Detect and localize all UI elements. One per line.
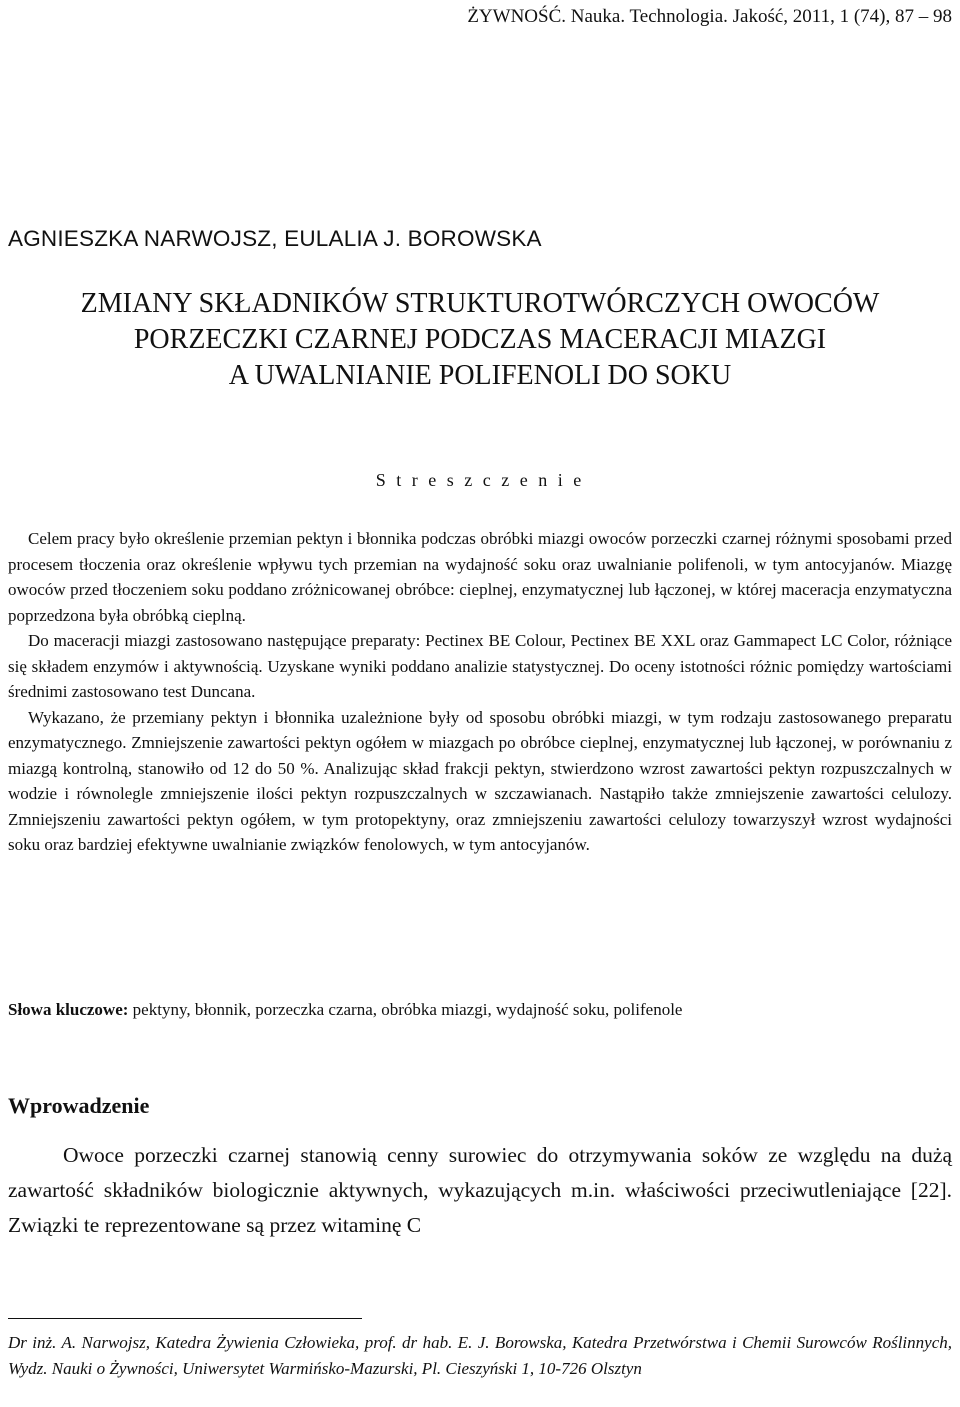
section-heading: Wprowadzenie bbox=[8, 1093, 150, 1118]
abstract-paragraph: Celem pracy było określenie przemian pektyn i błonnika podczas obróbki miazgi owoców porzeczki czarnej różnymi sposobami przed procesem tłoczenia oraz określenie wpływu tych przemian na wydajność soku oraz uwalnianie polifenoli, w tym antocyjanów. Miazgę owoców przed tłoczeniem soku poddano zróżnicowanej obróbce: cieplnej, enzymatycznej lub łączonej, w której maceracja enzymatyczna poprzedzona była obróbką cieplną. bbox=[8, 529, 952, 625]
title-line: PORZECZKI CZARNEJ PODCZAS MACERACJI MIAZGI bbox=[133, 324, 827, 355]
running-head: ŻYWNOŚĆ. Nauka. Technologia. Jakość, 2011, 1 (74), 87 – 98 bbox=[467, 6, 952, 27]
keywords-text: pektyny, błonnik, porzeczka czarna, obróbka miazgi, wydajność soku, polifenole bbox=[128, 1000, 683, 1019]
authors: AGNIESZKA NARWOJSZ, EULALIA J. BOROWSKA bbox=[8, 226, 542, 251]
intro-paragraph: Owoce porzeczki czarnej stanowią cenny surowiec do otrzymywania soków ze względu na dużą zawartość składników biologicznie aktywnych, wykazujących m.in. właściwości przeciwutleniające [22]. Związki te reprezentowane są przez witaminę C bbox=[8, 1143, 952, 1237]
abstract-heading: S t r e s z c z e n i e bbox=[375, 470, 585, 490]
article-title bbox=[8, 286, 952, 394]
abstract-paragraph: Wykazano, że przemiany pektyn i błonnika uzależnione były od sposobu obróbki miazgi, w tym rodzaju zastosowanego preparatu enzymatycznego. Zmniejszenie zawartości pektyn ogółem w miazgach po obróbce cieplnej, enzymatycznej lub łączonej, w porównaniu z miazgą kontrolną, stanowiło od 12 do 50 %. Analizując skład frakcji pektyn, stwierdzono wzrost zawartości pektyn rozpuszczalnych w wodzie i równolegle zmniejszenie ilości pektyn rozpuszczalnych w szczawianach. Nastąpiło także zmniejszenie zawartości celulozy. Zmniejszeniu zawartości pektyn ogółem, w tym protopektyny, oraz zmniejszeniu zawartości celulozy towarzyszył wzrost wydajności soku oraz bardziej efektywne uwalnianie związków fenolowych, w tym antocyjanów. bbox=[8, 707, 952, 854]
keywords bbox=[8, 1000, 952, 1020]
abstract bbox=[8, 526, 952, 858]
keywords-label: Słowa kluczowe: bbox=[8, 1000, 129, 1019]
author-footnote: Dr inż. A. Narwojsz, Katedra Żywienia Człowieka, prof. dr hab. E. J. Borowska, Katedra Przetwórstwa i Chemii Surowców Roślinnych, Wydz. Nauki o Żywności, Uniwersytet Warmińsko-Mazurski, Pl. Cieszyński 1, 10-726 Olsztyn bbox=[8, 1333, 952, 1378]
title-line: ZMIANY SKŁADNIKÓW STRUKTUROTWÓRCZYCH OWOCÓW bbox=[80, 288, 880, 319]
abstract-paragraph: Do maceracji miazgi zastosowano następujące preparaty: Pectinex BE Colour, Pectinex BE XXL oraz Gammapect LC Color, różniące się składem enzymów i aktywnością. Uzyskane wyniki poddano analizie statystycznej. Do oceny istotności różnic pomiędzy wartościami średnimi zastosowano test Duncana. bbox=[8, 631, 952, 701]
title-line: A UWALNIANIE POLIFENOLI DO SOKU bbox=[228, 360, 732, 391]
introduction bbox=[8, 1138, 952, 1243]
footnote-divider bbox=[8, 1318, 362, 1319]
